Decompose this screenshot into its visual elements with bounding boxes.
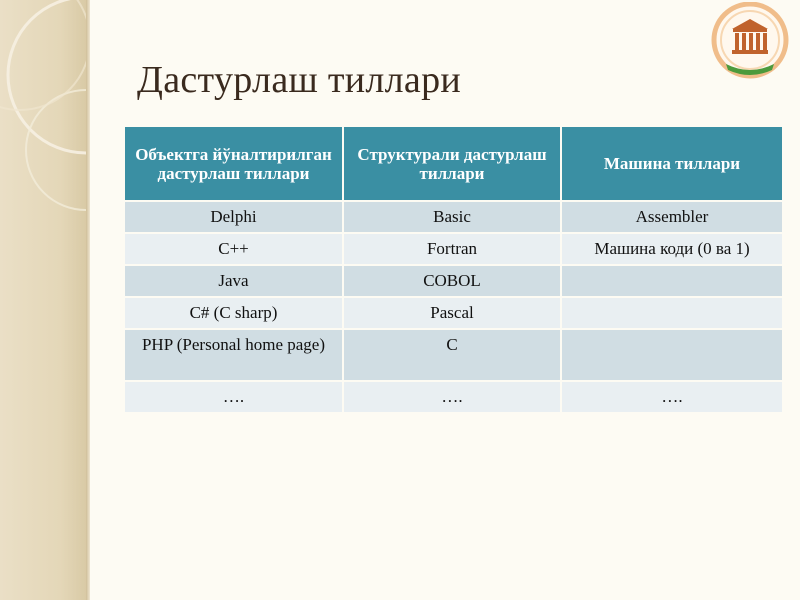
table-row xyxy=(125,233,782,265)
institution-building-icon xyxy=(708,2,792,82)
table-cell: Java xyxy=(125,265,343,297)
table-cell: C# (C sharp) xyxy=(125,297,343,329)
table-cell: C xyxy=(343,329,561,381)
table-header-row xyxy=(125,127,782,201)
institution-logo xyxy=(708,2,792,82)
decorative-sidebar xyxy=(0,0,86,600)
table-row xyxy=(125,265,782,297)
sidebar-swirl-graphic xyxy=(0,0,86,600)
table-cell: COBOL xyxy=(343,265,561,297)
table-cell xyxy=(561,297,782,329)
table-row xyxy=(125,297,782,329)
table-cell: …. xyxy=(125,381,343,413)
programming-languages-table xyxy=(125,127,782,414)
table-cell: Fortran xyxy=(343,233,561,265)
table-cell: …. xyxy=(561,381,782,413)
table-cell: C++ xyxy=(125,233,343,265)
table-cell: …. xyxy=(343,381,561,413)
table-row xyxy=(125,329,782,381)
table-cell: Assembler xyxy=(561,201,782,233)
header-structured: Структурали дастурлаш тиллари xyxy=(343,127,561,201)
slide-title: Дастурлаш тиллари xyxy=(137,59,462,101)
table-cell xyxy=(561,265,782,297)
table-cell: Basic xyxy=(343,201,561,233)
table-cell: PHP (Personal home page) xyxy=(125,329,343,381)
table-cell: Delphi xyxy=(125,201,343,233)
header-object-oriented: Объектга йўналтирилган дастурлаш тиллари xyxy=(125,127,343,201)
table-row xyxy=(125,381,782,413)
header-machine: Машина тиллари xyxy=(561,127,782,201)
table-cell: Pascal xyxy=(343,297,561,329)
sidebar-edge xyxy=(86,0,90,600)
table-cell: Машина коди (0 ва 1) xyxy=(561,233,782,265)
table-row xyxy=(125,201,782,233)
table-cell xyxy=(561,329,782,381)
